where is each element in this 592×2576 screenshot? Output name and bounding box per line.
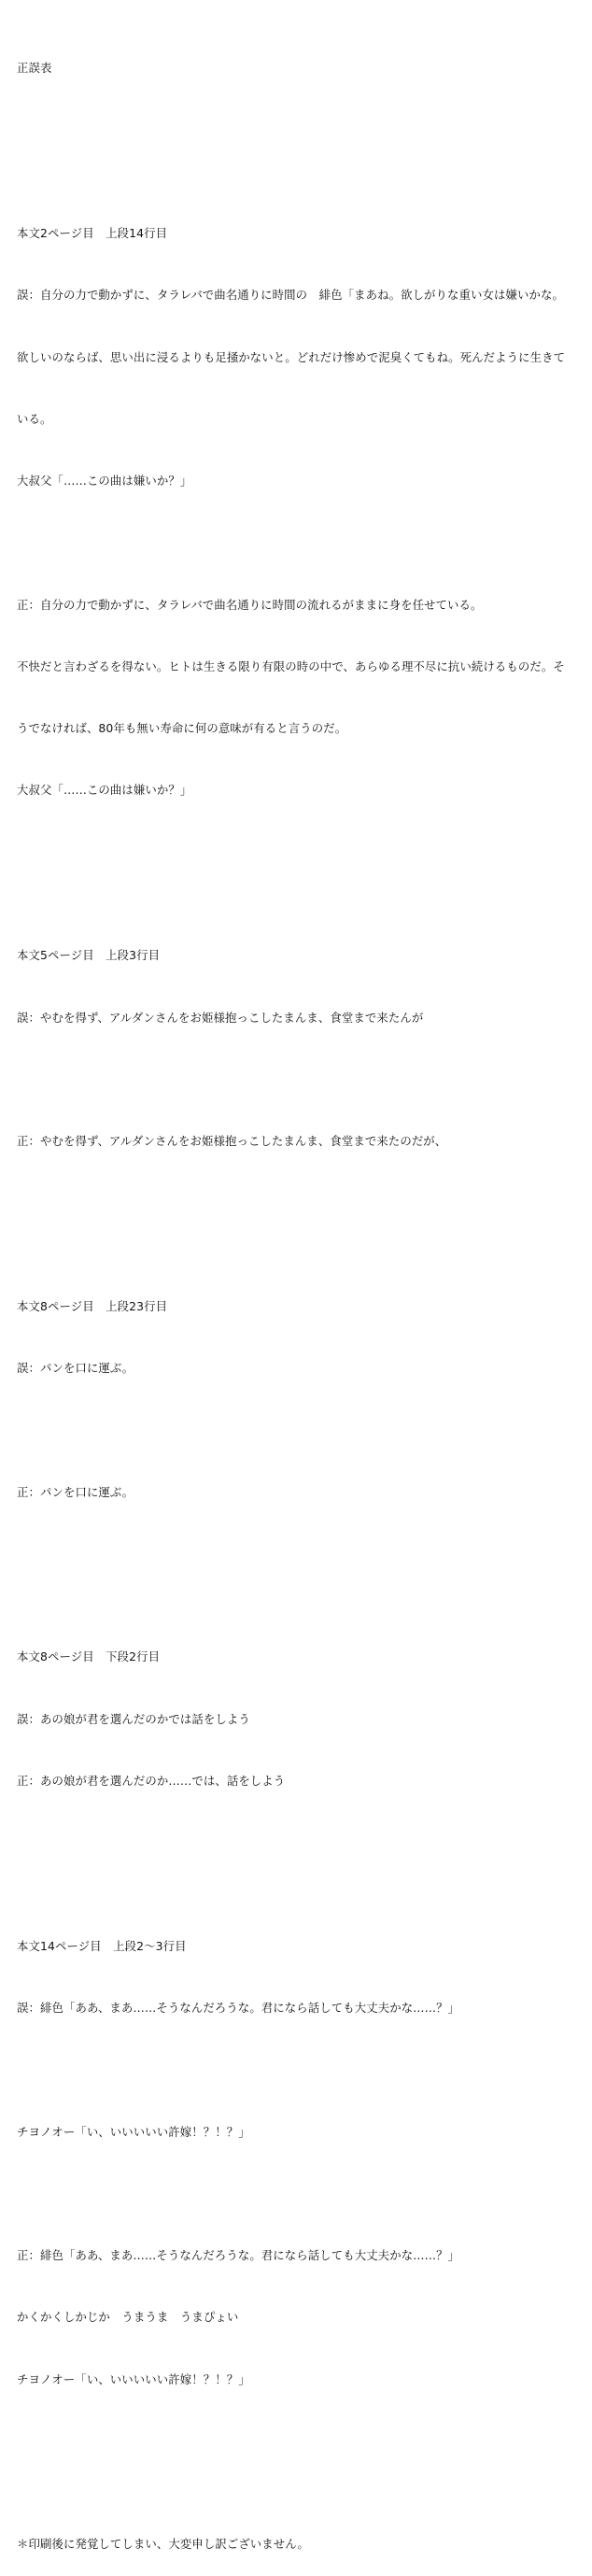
wrong-text: 大叔父「……この曲は嫌いか？」 [17, 474, 192, 488]
wrong-text: 誤：あの娘が君を選んだのかでは話をしよう [17, 1711, 250, 1726]
section-heading: 本文8ページ目 上段23行目 [17, 1298, 168, 1313]
correct-text: 正：あの娘が君を選んだのか……では、話をしよう [17, 1773, 286, 1788]
section-heading: 本文2ページ目 上段14行目 [17, 225, 168, 240]
blank-line [17, 1069, 581, 1090]
footnote: ＊印刷後に発覚してしまい、大変申し訳ございません。 [17, 2537, 310, 2552]
blank-line [17, 120, 581, 140]
wrong-text: 誤：緋色「ああ、まあ……そうなんだろうな。君になら話しても大丈夫かな……？」 [17, 2001, 460, 2015]
correct-text: うでなければ、80年も無い寿命に何の意味が有ると言うのだ。 [17, 721, 347, 736]
correct-text: かくかくしかじか うまうま うまぴょい [17, 2310, 239, 2325]
section-heading: 本文8ページ目 下段2行目 [17, 1649, 161, 1664]
wrong-text: いる。 [17, 411, 52, 426]
correct-text: チヨノオー「い、いいいいい許嫁！？！？」 [17, 2371, 250, 2386]
wrong-text: チヨノオー「い、いいいいい許嫁！？！？」 [17, 2124, 250, 2139]
correct-text: 正：自分の力で動かずに、タラレバで曲名通りに時間の流れるがままに身を任せている。 [17, 597, 483, 612]
correct-text: 正：やむを得ず、アルダンさんをお姫様抱っこしたまんま、食堂まで来たのだが、 [17, 1134, 447, 1149]
section-heading: 本文5ページ目 上段3行目 [17, 948, 161, 963]
errata-document [17, 17, 581, 2576]
wrong-text: 誤：パンを口に運ぶ。 [17, 1361, 134, 1376]
blank-line [17, 2431, 581, 2472]
section-heading: 本文14ページ目 上段2〜3行目 [17, 1938, 187, 1953]
blank-line [17, 1420, 581, 1440]
wrong-text: 誤：やむを得ず、アルダンさんをお姫様抱っこしたまんま、食堂まで来たんが [17, 1010, 424, 1025]
correct-text: 正：緋色「ああ、まあ……そうなんだろうな。君になら話しても大丈夫かな……？」 [17, 2248, 460, 2263]
wrong-text [17, 2059, 581, 2080]
wrong-text: 欲しいのならば、思い出に浸るよりも足掻かないと。どれだけ惨めで泥臭くてもね。死んだように生きて [17, 349, 566, 364]
blank-line [17, 1544, 581, 1564]
correct-text: 不快だと言わざるを得ない。ヒトは生きる限り有限の時の中で、あらゆる理不尽に抗い続けるものだ。そ [17, 658, 565, 673]
correct-text: 正：パンを口に運ぶ。 [17, 1484, 134, 1499]
blank-line [17, 1193, 581, 1213]
document-title: 正誤表 [17, 61, 52, 76]
blank-line [17, 532, 581, 553]
correct-text: 大叔父「……この曲は嫌いか？」 [17, 783, 192, 798]
blank-line [17, 842, 581, 863]
blank-line [17, 2184, 581, 2204]
blank-line [17, 1833, 581, 1853]
wrong-text: 誤：自分の力で動かずに、タラレバで曲名通りに時間の 緋色「まあね。欲しがりな重い女は嫌いかな。 [17, 288, 564, 303]
